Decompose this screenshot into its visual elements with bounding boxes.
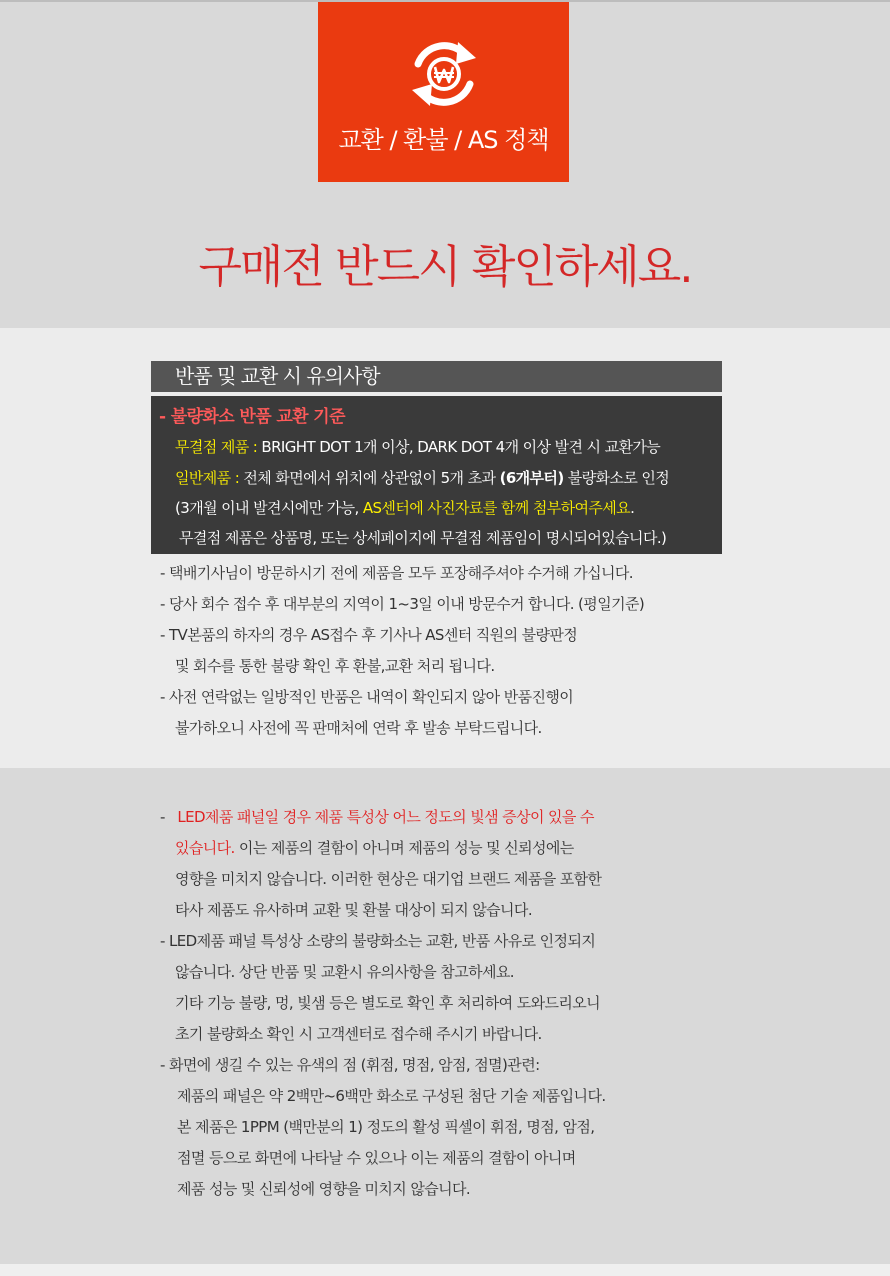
bottom-divider <box>0 1264 890 1276</box>
notice-item: - 택배기사님이 방문하시기 전에 제품을 모두 포장해주셔야 수거해 가십니다. <box>160 564 633 582</box>
flawless-label: 무결점 제품 : <box>175 438 258 456</box>
led-line: 타사 제품도 유사하며 교환 및 환불 대상이 되지 않습니다. <box>175 901 532 919</box>
notice-item: - 당사 회수 접수 후 대부분의 지역이 1~3일 이내 방문수거 합니다. (평일기준) <box>160 595 645 613</box>
led-light-leak-warning: LED제품 패널일 경우 제품 특성상 어느 정도의 빛샘 증상이 있을 수 <box>177 808 594 826</box>
defect-line-2 <box>175 467 669 488</box>
notice-item: 및 회수를 통한 불량 확인 후 환불,교환 처리 됩니다. <box>175 657 495 675</box>
led-line: - 화면에 생길 수 있는 유색의 점 (휘점, 명점, 암점, 점멸)관련: <box>160 1056 540 1074</box>
general-text-b: 불량화소로 인정 <box>567 469 670 487</box>
flawless-text: BRIGHT DOT 1개 이상, DARK DOT 4개 이상 발견 시 교환가능 <box>261 438 661 456</box>
return-exchange-notice <box>0 328 890 768</box>
led-line: 초기 불량화소 확인 시 고객센터로 접수해 주시기 바랍니다. <box>175 1025 542 1043</box>
led-line: 않습니다. 상단 반품 및 교환시 유의사항을 참고하세요. <box>175 963 514 981</box>
led-line: - LED제품 패널 특성상 소량의 불량화소는 교환, 반품 사유로 인정되지 <box>160 932 596 950</box>
led-dash: - <box>160 808 165 826</box>
hero-section <box>0 2 890 328</box>
led-line-1 <box>160 806 594 827</box>
led-line: 영향을 미치지 않습니다. 이러한 현상은 대기업 브랜드 제품을 포함한 <box>175 870 602 888</box>
defect-criteria-box <box>151 396 722 554</box>
policy-badge <box>318 2 569 182</box>
defect-title: - 불량화소 반품 교환 기준 <box>159 407 345 427</box>
led-line: 점멸 등으로 화면에 나타날 수 있으나 이는 제품의 결함이 아니며 <box>177 1149 576 1167</box>
notice-item: - TV본품의 하자의 경우 AS접수 후 기사나 AS센터 직원의 불량판정 <box>160 626 578 644</box>
led-panel-notice <box>0 768 890 1264</box>
led-line-2 <box>175 837 574 858</box>
led-rest: 이는 제품의 결함이 아니며 제품의 성능 및 신뢰성에는 <box>238 839 574 857</box>
general-label: 일반제품 : <box>175 469 240 487</box>
notice-item: - 사전 연락없는 일방적인 반품은 내역이 확인되지 않아 반품진행이 <box>160 688 574 706</box>
notice-item: 불가하오니 사전에 꼭 판매처에 연락 후 발송 부탁드립니다. <box>175 719 542 737</box>
badge-title: 교환 / 환불 / AS 정책 <box>338 126 549 154</box>
led-warning-end: 있습니다. <box>175 839 235 857</box>
led-line: 제품 성능 및 신뢰성에 영향을 미치지 않습니다. <box>177 1180 471 1198</box>
page-headline: 구매전 반드시 확인하세요. <box>198 240 692 293</box>
general-text-a: 전체 화면에서 위치에 상관없이 5개 초과 <box>243 469 496 487</box>
photo-highlight: AS센터에 사진자료를 함께 첨부하여주세요 <box>362 499 631 517</box>
defect-line-3 <box>175 497 634 518</box>
led-line: 기타 기능 불량, 멍, 빛샘 등은 별도로 확인 후 처리하여 도와드리오니 <box>175 994 601 1012</box>
period-end: . <box>630 499 635 517</box>
led-line: 본 제품은 1PPM (백만분의 1) 정도의 활성 픽셀이 휘점, 명점, 암점, <box>177 1118 595 1136</box>
defect-line-1 <box>175 436 660 457</box>
period-text: (3개월 이내 발견시에만 가능, <box>175 499 359 517</box>
general-bold: (6개부터) <box>499 469 564 487</box>
led-line: 제품의 패널은 약 2백만~6백만 화소로 구성된 첨단 기술 제품입니다. <box>177 1087 606 1105</box>
notice-header: 반품 및 교환 시 유의사항 <box>151 361 722 392</box>
won-exchange-icon <box>406 36 482 112</box>
defect-line-4: 무결점 제품은 상품명, 또는 상세페이지에 무결점 제품임이 명시되어있습니다.) <box>179 529 667 547</box>
